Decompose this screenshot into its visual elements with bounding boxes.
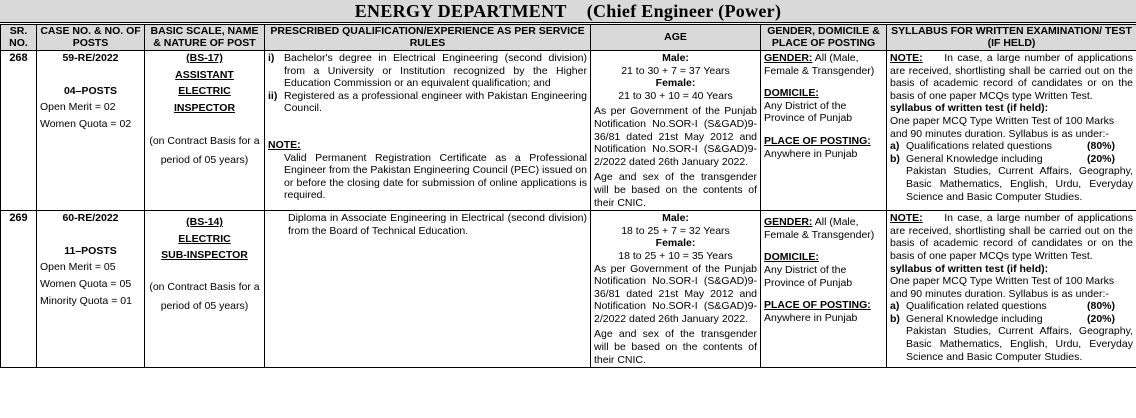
header-case: CASE NO. & NO. OF POSTS (37, 25, 145, 51)
syllabus-note: In case, a large number of applications are received, shortlisting shall be carried out on the basis of academic record of candidates or on the basis of one paper MCQs type Written Test. (890, 212, 1133, 262)
qualification-item: Diploma in Associate Engineering in Electrical (second division) from the Board of Technical Education. (288, 212, 587, 237)
posts-count: 11–POSTS (64, 244, 117, 257)
age-male-label: Male: (662, 52, 689, 64)
department-subtitle: (Chief Engineer (Power) (586, 0, 782, 21)
syllabus-item: General Knowledge including (906, 152, 1043, 165)
gender-label: GENDER: (764, 52, 813, 64)
case-cell (37, 211, 145, 368)
post-name-line: ELECTRIC (178, 232, 231, 245)
quota-line: Open Merit = 02 (40, 101, 116, 114)
syllabus-gk-subjects: Pakistan Studies, Current Affairs, Geography, Basic Mathematics, English, Urdu, Everyday Science and Basic Computer Studies. (906, 325, 1133, 363)
header-row (1, 25, 1136, 51)
department-title: ENERGY DEPARTMENT (354, 0, 567, 21)
post-name-line: ELECTRIC (178, 85, 231, 98)
posts-count: 04–POSTS (63, 84, 118, 97)
syllabus-cell: NOTE: In case, a large number of applications are received, shortlisting shall be carried out on the basis of academic record of candidates or on the basis of one paper MCQs type Written Test. syllabus of written test (if held): One paper MCQ Type Written Test of 100 Marks and 90 minutes duration. Syllabus is as under:- a) Qualification related questions (80%) b) General Knowledge including (20%) Pakistan Studies, Current Affairs, Geography, Basic Mathematics, English, Urdu, Everyday Science and Basic Computer Studies. (887, 211, 1136, 368)
age-female-label: Female: (655, 77, 696, 90)
posting-value: Anywhere in Punjab (764, 147, 858, 160)
age-male-label: Male: (662, 212, 689, 225)
post-name-line: ASSISTANT (175, 68, 234, 81)
sr-number: 268 (1, 51, 37, 211)
gender-cell (761, 51, 887, 211)
qualification-cell (265, 211, 591, 368)
case-cell (37, 51, 145, 211)
age-transgender: Age and sex of the transgender will be based on the contents of their CNIC. (594, 328, 757, 366)
age-cell (591, 51, 761, 211)
syllabus-cell: NOTE: In case, a large number of applications are received, shortlisting shall be carried out on the basis of academic record of candidates or on the basis of one paper MCQs type Written Test. syllabus of written test (if held): One paper MCQ Type Written Test of 100 Marks and 90 minutes duration. Syllabus is as under:- a) Qualifications related questions (80%) b) General Knowledge including (20%) Pakistan Studies, Current Affairs, Geography, Basic Mathematics, English, Urdu, Everyday Science and Basic Computer Studies. (887, 51, 1136, 211)
post-cell (145, 51, 265, 211)
age-female: 18 to 25 + 10 = 35 Years (618, 249, 733, 262)
syllabus-item: Qualification related questions (906, 300, 1047, 313)
department-banner (0, 0, 1136, 23)
post-name-line: INSPECTOR (173, 101, 236, 114)
post-nature: (on Contract Basis for a period of 05 years) (149, 280, 260, 312)
gender-value: All (Male, Female & Transgender) (764, 216, 875, 241)
syllabus-note-label: NOTE: (890, 212, 923, 225)
syllabus-note-label: NOTE: (890, 52, 923, 64)
syllabus-description: One paper MCQ Type Written Test of 100 Marks and 90 minutes duration. Syllabus is as under:- (890, 275, 1115, 300)
basic-scale: (BS-17) (186, 52, 223, 64)
domicile-label: DOMICILE: (764, 87, 819, 100)
age-female: 21 to 30 + 10 = 40 Years (618, 89, 733, 102)
qualification-item: Registered as a professional engineer with Pakistan Engineering Council. (284, 89, 587, 115)
post-nature: (on Contract Basis for a period of 05 years) (149, 135, 260, 167)
posting-value: Anywhere in Punjab (764, 311, 858, 324)
syllabus-heading: syllabus of written test (if held): (890, 262, 1049, 275)
header-post: BASIC SCALE, NAME & NATURE OF POST (145, 25, 265, 51)
header-syllabus: SYLLABUS FOR WRITTEN EXAMINATION/ TEST (IF HELD) (887, 25, 1136, 51)
note-label: NOTE: (268, 138, 301, 151)
note-text: Valid Permanent Registration Certificate as a Professional Engineer from the Pakistan Engineering Council (PEC) issued on or before the closing date for submission of online applications is required. (284, 151, 587, 202)
basic-scale: (BS-14) (186, 216, 223, 229)
syllabus-item: General Knowledge including (906, 312, 1043, 325)
recruitment-table (0, 24, 1136, 368)
posting-label: PLACE OF POSTING: (764, 299, 871, 312)
header-qualification: PRESCRIBED QUALIFICATION/EXPERIENCE AS PER SERVICE RULES (265, 25, 591, 51)
age-notification: As per Government of the Punjab Notification No.SOR-I (S&GAD)9-36/81 dated 21st May 2012 and Notification No.SOR-I (S&GAD)9-2/2022 dated 26th January 2022. (594, 262, 757, 325)
header-gender: GENDER, DOMICILE & PLACE OF POSTING (761, 25, 887, 51)
domicile-label: DOMICILE: (764, 251, 819, 264)
table-row (1, 211, 1136, 368)
syllabus-item: Qualifications related questions (906, 140, 1052, 153)
post-name-line: SUB-INSPECTOR (161, 249, 248, 262)
qualification-cell: i) Bachelor's degree in Electrical Engineering (second division) from a University or Institution recognized by the Higher Education Commission or an equivalent qualification; and ii) Registered as a professional engineer with Pakistan Engineering Council. NOTE: Valid Permanent Registration Certificate as a Professional Engineer from the Pakistan Engineering Council (PEC) issued on or before the closing date for submission of online applications is required. (265, 51, 591, 211)
case-number: 60-RE/2022 (62, 212, 119, 225)
quota-line: Women Quota = 05 (40, 277, 132, 290)
quota-line: Open Merit = 05 (40, 261, 116, 274)
age-male: 21 to 30 + 7 = 37 Years (621, 64, 730, 77)
quota-line: Minority Quota = 01 (40, 294, 132, 307)
syllabus-description: One paper MCQ Type Written Test of 100 Marks and 90 minutes duration. Syllabus is as under:- (890, 114, 1115, 140)
header-sr: SR. NO. (1, 25, 37, 51)
domicile-value: Any District of the Province of Punjab (764, 99, 853, 125)
qualification-item: Bachelor's degree in Electrical Engineering (second division) from a University or Institution recognized by the Higher Education Commission or an equivalent qualification; and (284, 52, 587, 90)
syllabus-gk-subjects: Pakistan Studies, Current Affairs, Geography, Basic Mathematics, English, Urdu, Everyday Science and Basic Computer Studies. (906, 165, 1133, 203)
quota-line: Women Quota = 02 (40, 117, 132, 130)
case-number: 59-RE/2022 (62, 52, 119, 64)
gender-cell (761, 211, 887, 368)
sr-number: 269 (1, 211, 37, 368)
gender-label: GENDER: (764, 216, 813, 229)
syllabus-heading: syllabus of written test (if held): (890, 102, 1049, 115)
age-male: 18 to 25 + 7 = 32 Years (621, 224, 730, 237)
domicile-value: Any District of the Province of Punjab (764, 263, 853, 289)
syllabus-note: In case, a large number of applications are received, shortlisting shall be carried out on the basis of academic record of candidates or on the basis of one paper MCQs type Written Test. (890, 52, 1133, 102)
age-female-label: Female: (655, 237, 696, 250)
gender-value: All (Male, Female & Transgender) (764, 52, 875, 77)
age-transgender: Age and sex of the transgender will be based on the contents of their CNIC. (594, 171, 757, 209)
header-age: AGE (591, 25, 761, 51)
posting-label: PLACE OF POSTING: (764, 134, 871, 147)
age-cell (591, 211, 761, 368)
age-notification: As per Government of the Punjab Notification No.SOR-I (S&GAD)9-36/81 dated 21st May 2012 and Notification No.SOR-I (S&GAD)9-2/2022 dated 26th January 2022. (594, 105, 757, 168)
table-row (1, 51, 1136, 211)
post-cell (145, 211, 265, 368)
